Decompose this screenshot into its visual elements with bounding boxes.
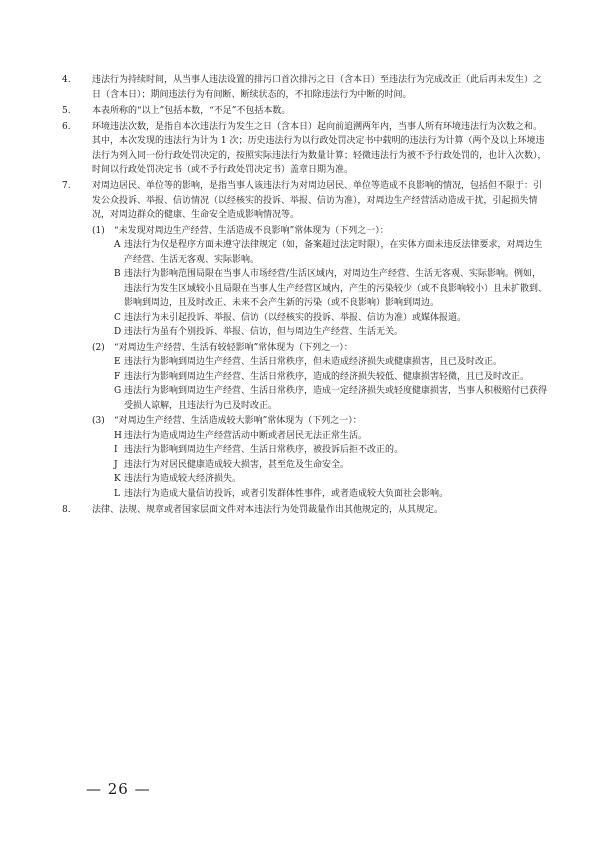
option-text: 违法行为仅是程序方面未遵守法律规定（如，备案超过法定时限），在实体方面未违反法律要求，对周边生产经营、生活无客观、实际影响。: [124, 240, 543, 265]
note-item-8: [62, 503, 548, 518]
note-text: 环境违法次数，是指自本次违法行为发生之日（含本日）起向前追溯两年内，当事人所有环境违法行为次数之和。其中，本次发现的违法行为计为 1 次；历史违法行为以行政处罚决定书中载明的违法行为计算（两个及以上环境违法行为列入同一份行政处罚决定的，按照实际违法行为数量计算；轻微违法行为被不予行政处罚的，也计入次数），时间以行政处罚决定书（或不予行政处罚决定书）盖章日期为准。: [92, 121, 547, 175]
option-letter: G: [114, 386, 122, 396]
group-title: “未发现对周边生产经营、生活造成不良影响”常体现为（下列之一）：: [114, 225, 389, 236]
option-text: 违法行为影响到周边生产经营、生活日常秩序，但未造成经济损失或健康损害，且已及时改正。: [124, 357, 503, 367]
option-letter: E: [114, 357, 121, 367]
group-title: “对周边生产经营、生活造成较大影响”常体现为（下列之一）：: [114, 416, 362, 426]
note-number: 8.: [62, 504, 71, 515]
group-title: “对周边生产经营、生活有较轻影响”常体现为（下列之一）：: [114, 342, 353, 353]
option-item: [114, 472, 548, 487]
note-number: 5.: [62, 105, 71, 116]
notes-body: [62, 73, 548, 519]
note-item-5: [62, 104, 548, 119]
group-number: (3): [92, 416, 105, 426]
note-text: 本表所称的“以上”包括本数，“不足”不包括本数。: [92, 105, 291, 116]
note-text: 违法行为持续时间，从当事人违法设置的排污口首次排污之日（含本日）至违法行为完成改正（此后再未发生）之日（含本日）；期间违法行为有间断、断续状态的，不扣除违法行为中断的时间。: [92, 75, 543, 100]
group-number: (1): [92, 225, 105, 236]
option-text: 违法行为影响到周边生产经营、生活日常秩序，被投诉后拒不改正的。: [124, 445, 404, 455]
option-item: [114, 325, 548, 340]
note-item-6: [62, 120, 548, 178]
note-text: 法律、法规、规章或者国家层面文件对本违法行为处罚裁量作出其他规定的，从其规定。: [92, 504, 444, 515]
option-letter: F: [114, 371, 121, 382]
note-number: 4.: [62, 75, 71, 85]
option-letter: H: [114, 430, 122, 441]
option-text: 违法行为影响到周边生产经营、生活日常秩序，造成一定经济损失或轻度健康损害，当事人积极赔付已获得受损人谅解，且违法行为已及时改正。: [124, 386, 548, 411]
option-item: [114, 487, 548, 502]
group-number: (2): [92, 342, 105, 353]
impact-group-2: [92, 341, 548, 414]
impact-group-3: [92, 414, 548, 501]
option-text: 违法行为造成较大经济损失。: [124, 474, 242, 484]
option-text: 违法行为影响范围局限在当事人市场经营/生活区域内，对周边生产经营、生活无客观、实际影响。例如，违法行为发生区域较小且局限在当事人生产经营区域内，产生的污染较少（或不良影响较小）且未扩散到、影响到周边，且及时改正、未来不会产生新的污染（或不良影响）影响到周边。: [124, 269, 548, 308]
impact-group-1: [92, 224, 548, 340]
option-letter: D: [114, 327, 122, 337]
option-item: [114, 443, 548, 458]
note-item-4: [62, 73, 548, 102]
option-letter: B: [114, 269, 121, 279]
option-text: 违法行为未引起投诉、举报、信访（以经核实的投诉、举报、信访为准）或媒体报道。: [124, 312, 467, 323]
option-letter: K: [114, 474, 121, 484]
option-item: [114, 238, 548, 267]
option-text: 违法行为造成大量信访投诉，或者引发群体性事件，或者造成较大负面社会影响。: [124, 488, 449, 499]
option-text: 违法行为对居民健康造成较大损害，甚至危及生命安全。: [124, 459, 350, 470]
option-letter: I: [114, 445, 118, 455]
option-item: [114, 267, 548, 311]
option-text: 违法行为造成周边生产经营活动中断或者居民无法正常生活。: [124, 430, 368, 441]
note-number: 7.: [62, 181, 71, 191]
option-item: [114, 355, 548, 370]
option-item: [114, 370, 548, 385]
note-item-7: [62, 179, 548, 501]
page-number: — 26 —: [86, 780, 151, 798]
option-letter: C: [114, 312, 121, 323]
option-item: [114, 458, 548, 473]
option-letter: J: [114, 459, 118, 470]
option-item: [114, 384, 548, 413]
option-item: [114, 311, 548, 326]
note-number: 6.: [62, 121, 71, 132]
note-text: 对周边居民、单位等的影响，是指当事人该违法行为对周边居民、单位等造成不良影响的情况，包括但不限于：引发公众投诉、举报、信访情况（以经核实的投诉、举报、信访为准），对周边生产经营活动造成干扰，引起损失情况，对周边群众的健康、生命安全造成影响情况等。: [92, 181, 543, 220]
option-letter: A: [114, 240, 121, 250]
option-letter: L: [114, 488, 120, 499]
option-text: 违法行为虽有个别投诉、举报、信访，但与周边生产经营、生活无关。: [124, 327, 404, 337]
option-item: [114, 429, 548, 444]
option-text: 违法行为影响到周边生产经营、生活日常秩序，造成的经济损失较低、健康损害轻微，且已及时改正。: [124, 371, 530, 382]
